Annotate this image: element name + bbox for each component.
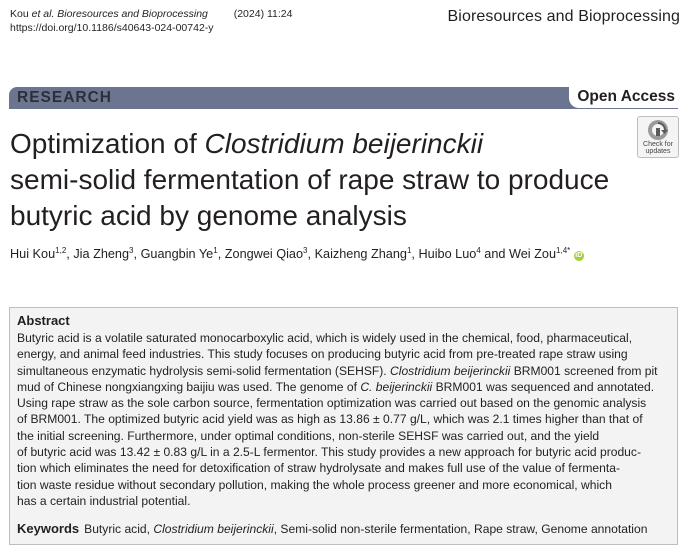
keywords-list	[84, 522, 647, 536]
keyword-text: , Semi-solid non-sterile fermentation, Rape straw, Genome annotation	[273, 522, 648, 536]
doi-link[interactable]: https://doi.org/10.1186/s40643-024-00742-y	[10, 22, 214, 34]
abstract-text: tion which eliminates the need for detoxification of straw hydrolysate and makes full use of the value of fermenta-	[17, 461, 620, 476]
author-separator: ,	[411, 247, 419, 262]
title-part-3: semi-solid fermentation of rape straw to produce butyric acid by genome analysis	[10, 164, 617, 231]
keyword-species-name: Clostridium beijerinckii	[153, 522, 274, 536]
abstract-text: of butyric acid was 13.42 ± 0.83 g/L in a 2.5-L fermentor. This study provides a new approach for butyric acid produc-	[17, 445, 641, 460]
abstract-heading: Abstract	[17, 313, 70, 328]
abstract-text: the initial screening. Furthermore, under optimal conditions, non-sterile SEHSF was carried out, and the yield	[17, 428, 600, 443]
author-name[interactable]: Huibo Luo	[418, 247, 477, 262]
author-name[interactable]: Hui Kou	[10, 247, 56, 262]
abstract-line	[17, 379, 669, 395]
abstract-body	[17, 330, 669, 509]
abstract-line	[17, 346, 669, 362]
abstract-species-name: Clostridium beijerinckii	[390, 363, 511, 378]
badge-line-2: updates	[645, 148, 671, 155]
author-separator: ,	[66, 247, 74, 262]
abstract-text: BRM001 screened from pit	[510, 363, 658, 378]
author-affiliation: 1	[406, 246, 412, 255]
keywords-label: Keywords	[17, 521, 80, 536]
abstract-text: simultaneous enzymatic hydrolysis semi-solid fermentation (SEHSF).	[17, 363, 391, 378]
author-name[interactable]: Zongwei Qiao	[224, 247, 304, 262]
author-name[interactable]: Guangbin Ye	[140, 247, 214, 262]
author-separator: and	[480, 247, 509, 262]
author-affiliation: 3	[303, 246, 308, 255]
author-list	[10, 246, 584, 261]
keywords-line	[17, 521, 647, 536]
abstract-text: mud of Chinese nongxiangxing baijiu was used. The genome of	[17, 379, 361, 394]
open-access-label: Open Access	[577, 88, 675, 105]
abstract-line	[17, 363, 669, 379]
abstract-text: tion waste residue without secondary pollution, making the whole process greener and more economical, which	[17, 477, 612, 492]
abstract-text: has a certain industrial potential.	[17, 493, 191, 508]
author-affiliation: 3	[129, 246, 134, 255]
author-affiliation: 1	[213, 246, 218, 255]
citation-journal: et al. Bioresources and Bioprocessing	[31, 8, 208, 20]
open-access-box	[569, 86, 678, 108]
author-affiliation: 4	[476, 246, 481, 255]
journal-name: Bioresources and Bioprocessing	[447, 8, 680, 25]
author-name[interactable]: Wei Zou	[509, 247, 557, 262]
abstract-line	[17, 411, 669, 427]
abstract-text: of BRM001. The optimized butyric acid yield was as high as 13.86 ± 0.77 g/L, which was 2.1 times higher than that of	[17, 412, 643, 427]
author-separator: ,	[217, 247, 225, 262]
orcid-icon[interactable]: iD	[575, 252, 583, 260]
abstract-line	[17, 395, 669, 411]
abstract-text: Using rape straw as the sole carbon source, fermentation optimization was carried out based on the genomic analysis	[17, 396, 647, 411]
author-separator: ,	[307, 247, 315, 262]
citation-authors: Kou	[10, 8, 32, 20]
check-for-updates-badge[interactable]	[637, 116, 679, 158]
abstract-text: BRM001 was sequenced and annotated.	[432, 379, 655, 394]
keyword-text: Butyric acid,	[84, 522, 154, 536]
check-for-updates-icon	[647, 119, 669, 141]
author-separator: ,	[133, 247, 141, 262]
citation-line	[10, 8, 292, 21]
article-title	[10, 126, 620, 234]
abstract-species-name: C. beijerinckii	[360, 379, 433, 394]
author-name[interactable]: Kaizheng Zhang	[314, 247, 407, 262]
abstract-text: energy, and animal feed industries. This study focuses on producing butyric acid from pre-treated rape straw using	[17, 347, 628, 362]
abstract-line	[17, 477, 669, 493]
title-part-1: Optimization of	[10, 128, 205, 159]
author-affiliation: 1,4*	[556, 246, 571, 255]
abstract-line	[17, 460, 669, 476]
citation-year-pages: (2024) 11:24	[233, 8, 293, 20]
author-name[interactable]: Jia Zheng	[73, 247, 130, 262]
abstract-line	[17, 493, 669, 509]
abstract-text: Butyric acid is a volatile saturated monocarboxylic acid, which is widely used in the chemical, food, pharmaceutical,	[17, 331, 633, 345]
badge-line-1: Check for	[643, 141, 673, 148]
article-type-label: RESEARCH	[17, 89, 112, 106]
abstract-line	[17, 428, 669, 444]
abstract-line	[17, 444, 669, 460]
author-affiliation: 1,2	[55, 246, 67, 255]
title-organism: Clostridium beijerinckii	[204, 128, 484, 159]
abstract-line	[17, 330, 669, 346]
